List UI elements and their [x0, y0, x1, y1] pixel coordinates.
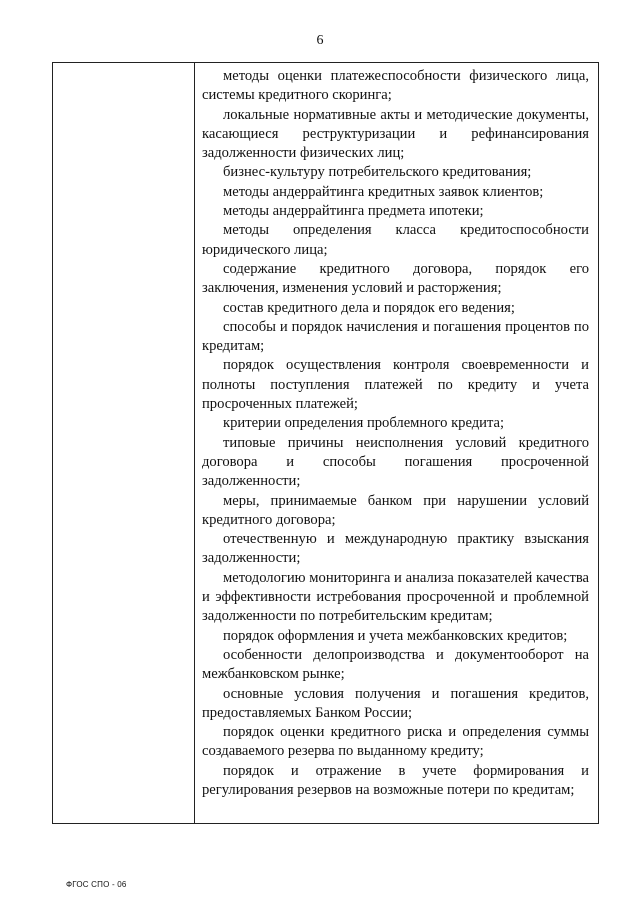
list-item: содержание кредитного договора, порядок его заключения, изменения условий и расторжения; — [202, 260, 589, 297]
list-item: меры, принимаемые банком при нарушении условий кредитного договора; — [202, 492, 589, 528]
list-item: локальные нормативные акты и методические документы, касающиеся реструктуризации и рефинансирования задолженности физических лиц; — [202, 106, 589, 162]
list-item: отечественную и международную практику взыскания задолженности; — [202, 531, 589, 567]
list-item: особенности делопроизводства и документооборот на межбанковском рынке; — [202, 646, 589, 683]
list-item: методы андеррайтинга предмета ипотеки; — [223, 203, 484, 220]
list-item: типовые причины неисполнения условий кредитного договора и способы погашения просроченной задолженности; — [202, 434, 589, 490]
list-item: основные условия получения и погашения кредитов, предоставляемых Банком России; — [202, 685, 589, 721]
list-item: критерии определения проблемного кредита; — [223, 415, 505, 432]
list-item: способы и порядок начисления и погашения процентов по кредитам; — [202, 318, 589, 355]
knowledge-list — [202, 67, 589, 800]
list-item: бизнес-культуру потребительского кредитования; — [223, 164, 532, 181]
list-item: методы определения класса кредитоспособности юридического лица; — [202, 222, 589, 258]
list-item: порядок осуществления контроля своевременности и полноты поступления платежей по кредиту и учета просроченных платежей; — [202, 357, 589, 413]
list-item: методы андеррайтинга кредитных заявок клиентов; — [223, 183, 544, 200]
list-item: порядок оценки кредитного риска и определения суммы создаваемого резерва по выданному кредиту; — [202, 724, 589, 760]
list-item: методы оценки платежеспособности физического лица, системы кредитного скоринга; — [202, 68, 589, 104]
list-item: методологию мониторинга и анализа показателей качества и эффективности истребования просроченной и проблемной задолженности по потребительским кредитам; — [202, 569, 589, 625]
requirements-table — [52, 62, 599, 824]
list-item: состав кредитного дела и порядок его ведения; — [223, 299, 515, 316]
footer-code: ФГОС СПО - 06 — [66, 880, 127, 889]
list-item: порядок и отражение в учете формирования и регулирования резервов на возможные потери по кредитам; — [202, 762, 589, 798]
column-divider — [194, 63, 195, 823]
page-number: 6 — [316, 33, 324, 48]
list-item: порядок оформления и учета межбанковских кредитов; — [223, 627, 568, 644]
